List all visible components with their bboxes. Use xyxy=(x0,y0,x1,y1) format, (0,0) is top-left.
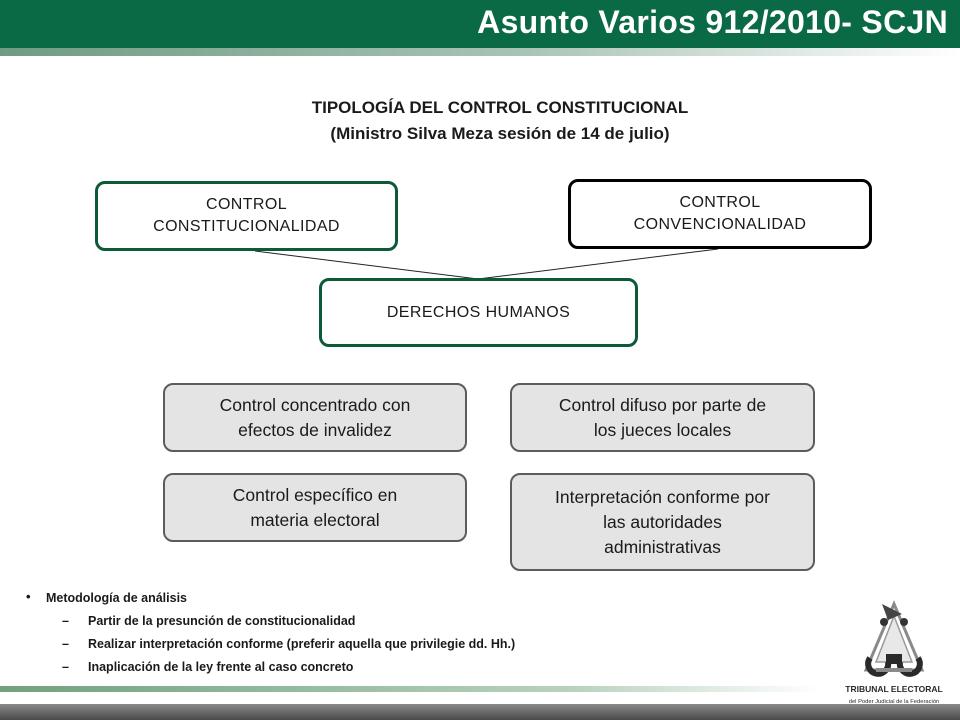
card-control-especifico xyxy=(163,473,467,542)
bullet-item xyxy=(26,590,826,606)
methodology-list xyxy=(26,590,826,682)
bullet-dot-icon: • xyxy=(26,589,31,604)
box-label-line2: CONSTITUCIONALIDAD xyxy=(153,218,340,235)
card-control-difuso xyxy=(510,383,815,452)
sub-bullet-item xyxy=(26,636,826,652)
diagram-subtitle: (Ministro Silva Meza sesión de 14 de julio) xyxy=(330,124,670,143)
card-label-line2: efectos de invalidez xyxy=(238,419,392,440)
card-label-line1: Control difuso por parte de xyxy=(558,394,767,415)
card-label-line3: administrativas xyxy=(604,536,721,557)
box-label-line1: CONTROL xyxy=(205,196,288,213)
card-label-line1: Control concentrado con xyxy=(219,394,411,415)
logo-emblem-icon xyxy=(866,604,922,674)
logo-text-line2: del Poder Judicial de la Federación xyxy=(848,699,940,705)
slide-title: Asunto Varios 912/2010- SCJN xyxy=(477,4,948,40)
dash-icon: – xyxy=(62,660,69,674)
card-label-line2: los jueces locales xyxy=(593,419,732,440)
diagram-title-line1: TIPOLOGÍA DEL CONTROL CONSTITUCIONAL xyxy=(311,98,689,117)
dash-icon: – xyxy=(62,614,69,628)
sub-bullet-text: Realizar interpretación conforme (preferir aquella que privilegie dd. Hh.) xyxy=(88,637,516,651)
card-label-line1: Control específico en xyxy=(232,484,398,505)
sub-bullet-text: Inaplicación de la ley frente al caso concreto xyxy=(88,660,354,674)
box-label-line2: CONVENCIONALIDAD xyxy=(633,216,807,233)
tribunal-electoral-logo xyxy=(836,598,952,716)
card-control-concentrado xyxy=(163,383,467,452)
card-interpretacion-conforme xyxy=(510,473,815,571)
footer-bar xyxy=(0,704,960,720)
box-derechos-humanos xyxy=(319,278,638,347)
dash-icon: – xyxy=(62,637,69,651)
sub-bullet-text: Partir de la presunción de constitucionalidad xyxy=(88,614,356,628)
logo-text-line1: TRIBUNAL ELECTORAL xyxy=(845,684,943,694)
connector-left xyxy=(255,251,478,279)
box-label: DERECHOS HUMANOS xyxy=(386,303,571,321)
box-control-convencionalidad xyxy=(568,179,872,249)
card-label-line2: las autoridades xyxy=(603,511,722,532)
card-label-line2: materia electoral xyxy=(250,509,380,530)
box-control-constitucionalidad xyxy=(95,181,398,251)
footer-stripe xyxy=(0,686,820,692)
connector-right xyxy=(478,249,718,279)
sub-bullet-item xyxy=(26,613,826,629)
card-label-line1: Interpretación conforme por xyxy=(555,486,770,507)
bullet-text: Metodología de análisis xyxy=(46,591,187,605)
box-label-line1: CONTROL xyxy=(679,194,761,211)
sub-bullet-item xyxy=(26,659,826,675)
